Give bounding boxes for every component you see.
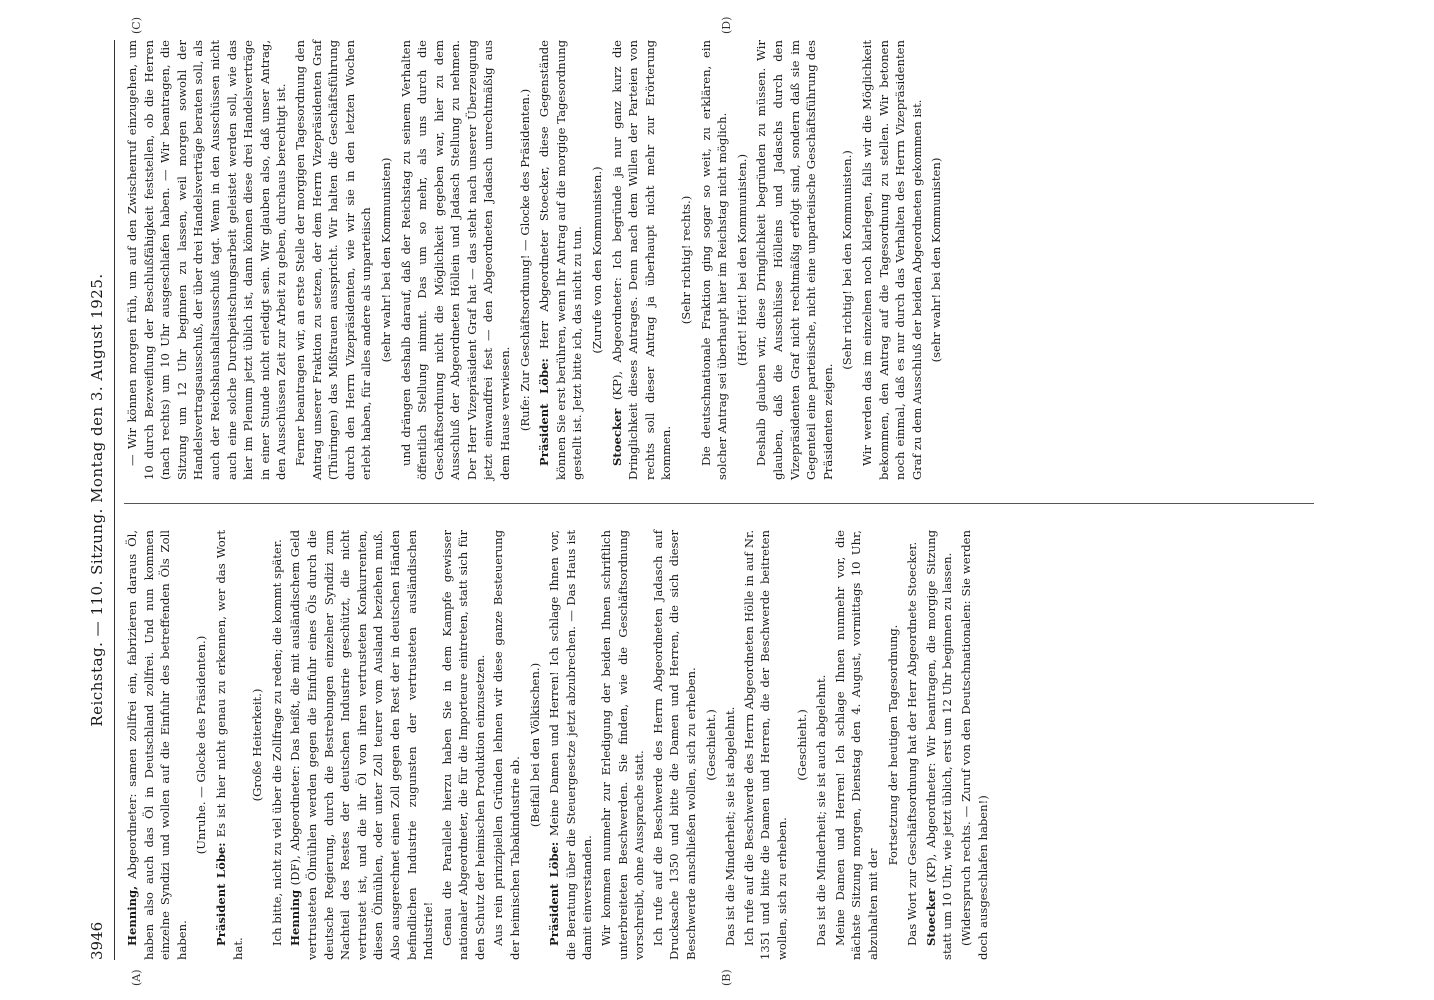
paragraph-text: Aus rein prinzipiellen Gründen lehnen wir diese ganze Besteuerung der heimischen Tabakindustrie ab. xyxy=(491,530,523,960)
paragraph xyxy=(292,40,375,480)
right-column xyxy=(124,40,948,480)
paragraph-text: Meine Damen und Herren! Ich schlage Ihnen vor, die Beratung über die Steuergesetze jetzt abzubrechen. — Das Haus ist damit einverstanden. xyxy=(547,529,595,960)
paragraph xyxy=(124,530,190,960)
rotated-document-page xyxy=(80,0,1380,1000)
paragraph-text: Wir werden das im einzelnen noch klarlegen, falls wir die Möglichkeit bekommen, den Antrag auf die Tagesordnung zu stellen. Wir betonen noch einmal, daß es nur durch das Verhalten des Herrn Vizepräsidenten Graf zu dem Ausschluß der beiden Abgeordneten gekommen ist. xyxy=(859,40,924,480)
paragraph-text: Die deutschnationale Fraktion ging sogar so weit, zu erklären, ein solcher Antrag sei überhaupt hier im Reichstag nicht möglich. xyxy=(698,40,730,480)
paragraph xyxy=(124,40,290,480)
paragraph xyxy=(490,530,523,960)
paragraph-text: Ferner beantragen wir, an erste Stelle der morgigen Tagesordnung den Antrag unserer Fraktion zu setzen, der dem Herrn Vizepräsidenten Graf (Thüringen) das Mißtrauen ausspricht. Wir halten die Geschäftsführung durch den Herrn Vizepräsidenten, wie wir sie in den letzten Wochen erlebt haben, für alles andere als unparteiisch xyxy=(292,40,374,480)
speaker-role: (KP), Abgeordneter: xyxy=(609,277,624,401)
paragraph-text: Meine Damen und Herren! Ich schlage Ihnen nunmehr vor, die nächste Sitzung morgen, Dienstag den 4. August, vormittags 10 Uhr, abzuhalten mit der xyxy=(832,530,880,960)
speaker-name: Stoecker xyxy=(923,888,938,946)
page-number: 3946 xyxy=(88,921,106,960)
paragraph-text: Das heißt, die mit ausländischem Geld vertrusteten Ölmühlen werden gegen die Einfuhr eines Öls durch die deutsche Regierung, durch die Bestrebungen einzelner Syndizi zum Nachteil des Restes der deutschen Industrie geschützt, die nicht vertrustet ist, und die ihr Öl von ihren vertrusteten Konkurrenten, diesen Ölmühlen, oder unter Zoll teurer vom Ausland beziehen muß. Also ausgerechnet einen Zoll gegen den Rest der in deutschen Händen befindlichen Industrie zugunsten der vertrusteten ausländischen Industrie! xyxy=(288,529,436,960)
running-title: Reichstag. — 110. Sitzung. Montag den 3. August 1925. xyxy=(88,273,106,727)
paragraph-text: Deshalb glauben wir, diese Dringlichkeit begründen zu müssen. Wir glauben, daß die Ausschlüsse Hölleins und Jadaschs durch den Vizepräsidenten Graf nicht rechtmäßig erfolgt sind, sondern daß sie im Gegenteil eine parteiische, nicht eine unparteiische Geschäftsführung des Präsidenten zeigen. xyxy=(754,40,835,480)
interjection: (Geschieht.) xyxy=(794,709,809,781)
interjection: Fortsetzung der heutigen Tagesordnung. xyxy=(885,624,900,866)
paragraph-text: Wir beantragen, die morgige Sitzung statt um 10 Uhr, wie jetzt üblich, erst um 12 Uhr beginnen zu lassen. xyxy=(923,529,955,960)
paragraph-text: — Wir können morgen früh, um auf den Zwischenruf einzugehen, um 10 durch Bezweiflung der Beschlußfähigkeit feststellen, ob die Herren (nach rechts) um 10 Uhr ausgeschlafen haben. — Wir beantragen, die Sitzung um 12 Uhr beginnen zu lassen, weil morgen sowohl der Handelsvertragsausschuß, der über drei Handelsverträge beraten soll, als auch der Reichshaushaltsausschuß tagt. Wenn in den Ausschüssen nicht auch eine solche Durchpeitschungsarbeit geleistet werden soll, wie das hier im Plenum jetzt üblich ist, dann können diese drei Handelsverträge in einer Stunde nicht erledigt sein. Wir glauben also, daß unser Antrag, den Ausschüssen Zeit zur Arbeit zu geben, durchaus berechtigt ist. xyxy=(125,40,289,480)
interjection: (Sehr richtig! bei den Kommunisten.) xyxy=(840,150,855,370)
paragraph-text: Es ist hier nicht genau zu erkennen, wer das Wort hat. xyxy=(213,530,245,960)
interjection: (sehr wahr! bei den Kommunisten) xyxy=(929,157,944,363)
paragraph-text: Das Wort zur Geschäftsordnung hat der Herr Abgeordnete Stoecker. xyxy=(905,541,920,946)
margin-mark-a: (A) xyxy=(130,969,143,986)
paragraph xyxy=(698,40,731,480)
speaker-role: (KP), Abgeordneter: xyxy=(923,762,938,883)
header-rule xyxy=(114,40,115,960)
interjection: (Hört! Hört! bei den Kommunisten.) xyxy=(734,154,749,367)
left-column xyxy=(124,530,993,960)
paragraph xyxy=(546,530,596,960)
paragraph xyxy=(439,530,489,960)
paragraph xyxy=(287,530,436,960)
paragraph-text: Das ist die Minderheit; sie ist auch abgelehnt. xyxy=(814,674,829,946)
speaker-role: (DF), Abgeordneter: xyxy=(288,765,303,886)
paragraph-text: Wir kommen nunmehr zur Erledigung der beiden Ihnen schriftlich unterbreiteten Beschwerden. Sie finden, wie die Geschäftsordnung vorschreibt, ohne Aussprache statt. xyxy=(599,530,647,960)
paragraph xyxy=(832,530,882,960)
paragraph-text: Ich bitte, nicht zu viel über die Zollfrage zu reden; die kommt später. xyxy=(269,539,284,946)
dfg-side-note xyxy=(1412,20,1428,980)
paragraph xyxy=(923,530,956,960)
paragraph-text: Das ist die Minderheit; sie ist abgelehnt. xyxy=(723,706,738,946)
speaker-name: Henning xyxy=(288,889,303,946)
paragraph xyxy=(904,530,921,960)
paragraph-text: Ich begründe ja nur ganz kurz die Dringlichkeit dieses Antrages. Denn nach dem Willen der Parteien von rechts soll dieser Antrag ja überhaupt nicht mehr zur Erörterung kommen. xyxy=(609,39,674,480)
margin-mark-d: (D) xyxy=(720,16,733,34)
speaker-name: Henning, xyxy=(125,885,139,946)
paragraph-text: Herr Abgeordneter Stoecker, diese Gegenstände können Sie erst berühren, wenn Ihr Antrag auf die morgige Tagesordnung gestellt ist. Jetzt bitte ich, das nicht zu tun. xyxy=(537,40,585,480)
column-divider xyxy=(124,503,1314,504)
margin-mark-b: (B) xyxy=(720,969,733,986)
paragraph xyxy=(741,530,791,960)
paragraph xyxy=(536,40,586,480)
paragraph-text: samen zollfrei ein, fabrizieren daraus Öl, haben also auch das Öl in Deutschland zollfrei. Und nun kommen einzelne Syndizi und wollen auf die Einfuhr des betreffenden Öls Zoll haben. xyxy=(125,529,189,960)
paragraph xyxy=(269,530,286,960)
interjection: (Geschieht.) xyxy=(703,709,718,781)
interjection: (sehr wahr! bei den Kommunisten) xyxy=(378,157,393,363)
speaker-name: Stoecker xyxy=(609,408,624,466)
paragraph xyxy=(650,530,700,960)
paragraph xyxy=(753,40,836,480)
paragraph xyxy=(859,40,925,480)
margin-mark-c: (C) xyxy=(130,17,143,34)
paragraph xyxy=(609,40,675,480)
interjection: (Unruhe. — Glocke des Präsidenten.) xyxy=(194,635,209,855)
paragraph xyxy=(958,530,991,960)
paragraph xyxy=(722,530,739,960)
page-header xyxy=(88,40,114,960)
paragraph xyxy=(213,530,246,960)
speaker-role: Abgeordneter: xyxy=(125,793,139,879)
paragraph-text: Ich rufe auf die Beschwerde des Herrn Abgeordneten Hölle in auf Nr. 1351 und bitte die Damen und Herren, die der Beschwerde beitreten wollen, sich zu erheben. xyxy=(741,530,789,960)
paragraph-text: Genau die Parallele hierzu haben Sie in dem Kampfe gewisser nationaler Abgeordneter, die für die Importeure eintreten, statt sich für den Schutz der heimischen Produktion einzusetzen. xyxy=(439,530,487,960)
speaker-name: Präsident Löbe: xyxy=(213,842,228,946)
interjection: (Rufe: Zur Geschäftsordnung! — Glocke des Präsidenten.) xyxy=(517,88,532,432)
speaker-name: Präsident Löbe: xyxy=(547,841,562,946)
interjection: (Beifall bei den Völkischen.) xyxy=(527,662,542,828)
interjection: (Zurufe von den Kommunisten.) xyxy=(590,166,605,354)
paragraph-text: Ich rufe auf die Beschwerde des Herrn Abgeordneten Jadasch auf Drucksache 1350 und bitte die Damen und Herren, die sich dieser Beschwerde anschließen wollen, sich zu erheben. xyxy=(650,530,698,960)
interjection: (Sehr richtig! rechts.) xyxy=(679,195,693,325)
paragraph xyxy=(598,530,648,960)
interjection: (Große Heiterkeit.) xyxy=(250,688,265,802)
paragraph xyxy=(398,40,514,480)
paragraph-text: (Widerspruch rechts. — Zuruf von den Deutschnationalen: Sie werden doch ausgeschlafen haben!) xyxy=(958,530,990,960)
paragraph-text: und drängen deshalb darauf, daß der Reichstag zu seinem Verhalten öffentlich Stellung nimmt. Das um so mehr, als uns durch die Geschäftsordnung nicht die Möglichkeit gegeben war, hier zu dem Ausschluß der Abgeordneten Höllein und Jadasch Stellung zu nehmen. Der Herr Vizepräsident Graf hat — das steht nach unserer Überzeugung jetzt einwandfrei fest — den Abgeordneten Jadasch unrechtmäßig aus dem Hause verwiesen. xyxy=(398,40,513,480)
paragraph xyxy=(813,530,830,960)
speaker-name: Präsident Löbe: xyxy=(537,358,552,466)
